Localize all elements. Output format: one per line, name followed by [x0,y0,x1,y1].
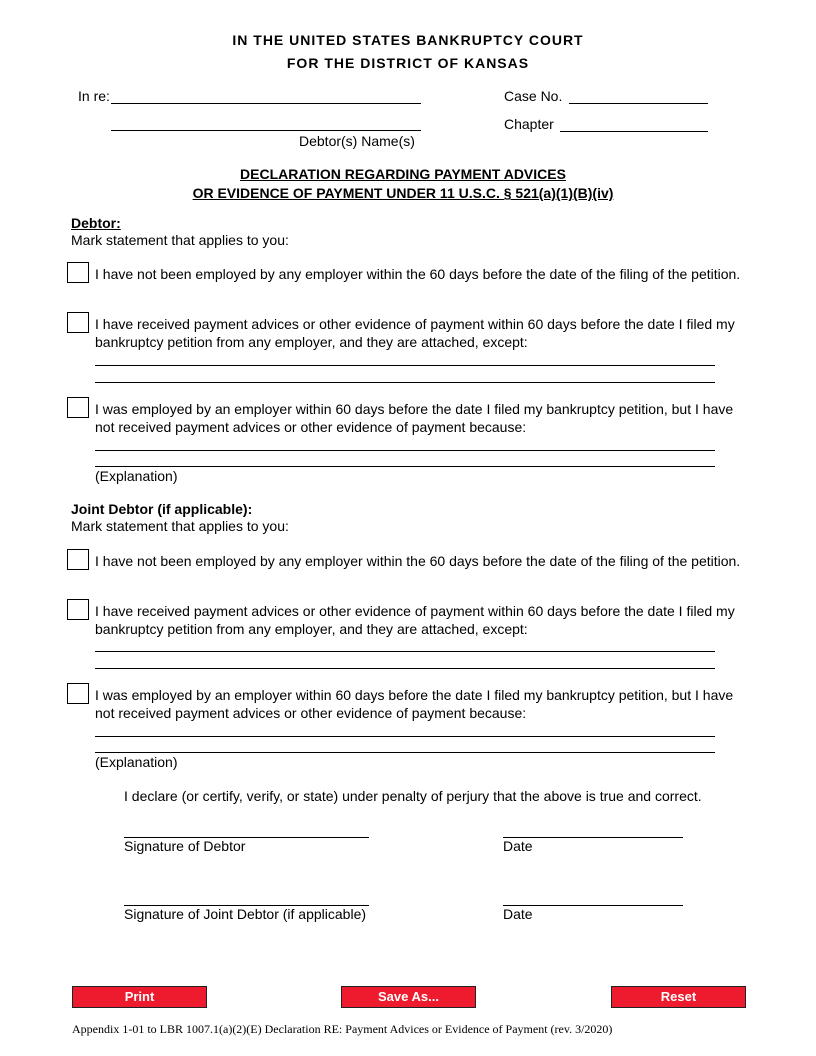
joint-except-line-2[interactable] [95,668,715,669]
debtor-statement-3: I was employed by an employer within 60 days before the date I filed my bankruptcy petition, but I have not received payment advices or other evidence of payment because: [95,401,734,435]
joint-debtor-heading: Joint Debtor (if applicable): [71,501,253,517]
chapter-label: Chapter [504,116,554,132]
in-re-label: In re: [78,88,110,104]
debtor-explanation-line-1[interactable] [95,450,715,451]
joint-signature-label: Signature of Joint Debtor (if applicable) [124,906,367,922]
debtor-signature-label: Signature of Debtor [124,838,246,854]
joint-statement-2: I have received payment advices or other evidence of payment within 60 days before the date I filed my bankruptcy petition from any employer, and they are attached, except: [95,603,735,637]
joint-except-line-1[interactable] [95,651,715,652]
joint-date-label: Date [503,906,533,922]
footer-appendix-text: Appendix 1-01 to LBR 1007.1(a)(2)(E) Declaration RE: Payment Advices or Evidence of Payment (rev. 3/2020) [72,1022,613,1036]
joint-statement-1: I have not been employed by any employer within the 60 days before the date of the filing of the petition. [95,553,741,569]
form-title-line2: OR EVIDENCE OF PAYMENT UNDER 11 U.S.C. § 521(a)(1)(B)(iv) [192,185,614,201]
chapter-field[interactable] [560,131,708,132]
debtor-explanation-label: (Explanation) [95,468,178,484]
reset-button[interactable]: Reset [611,986,746,1008]
debtor-checkbox-3[interactable] [67,397,89,418]
joint-explanation-label: (Explanation) [95,754,178,770]
debtor-name-field-2[interactable] [111,130,421,131]
joint-statement-3: I was employed by an employer within 60 days before the date I filed my bankruptcy petition, but I have not received payment advices or other evidence of payment because: [95,687,734,721]
in-re-field[interactable] [111,103,421,104]
case-no-label: Case No. [504,88,563,104]
save-as-button[interactable]: Save As... [341,986,476,1008]
debtor-statement-2: I have received payment advices or other evidence of payment within 60 days before the date I filed my bankruptcy petition from any employer, and they are attached, except: [95,316,735,350]
debtor-heading: Debtor: [71,215,121,231]
case-no-field[interactable] [569,103,708,104]
joint-checkbox-1[interactable] [67,549,89,570]
debtor-checkbox-1[interactable] [67,262,89,283]
joint-checkbox-2[interactable] [67,599,89,620]
debtor-except-line-1[interactable] [95,365,715,366]
debtor-names-label: Debtor(s) Name(s) [299,133,415,149]
joint-debtor-instruction: Mark statement that applies to you: [71,518,289,534]
debtor-except-line-2[interactable] [95,382,715,383]
debtor-statement-1: I have not been employed by any employer within the 60 days before the date of the filing of the petition. [95,266,741,282]
debtor-instruction: Mark statement that applies to you: [71,232,289,248]
debtor-checkbox-2[interactable] [67,312,89,333]
joint-explanation-line-2[interactable] [95,752,715,753]
debtor-date-label: Date [503,838,533,854]
joint-explanation-line-1[interactable] [95,736,715,737]
joint-checkbox-3[interactable] [67,683,89,704]
print-button[interactable]: Print [72,986,207,1008]
form-title-line1: DECLARATION REGARDING PAYMENT ADVICES [240,166,566,182]
court-name-line2: FOR THE DISTRICT OF KANSAS [286,55,530,71]
debtor-explanation-line-2[interactable] [95,466,715,467]
court-name-line1: IN THE UNITED STATES BANKRUPTCY COURT [232,32,584,48]
declaration-text: I declare (or certify, verify, or state) under penalty of perjury that the above is true and correct. [124,788,702,804]
